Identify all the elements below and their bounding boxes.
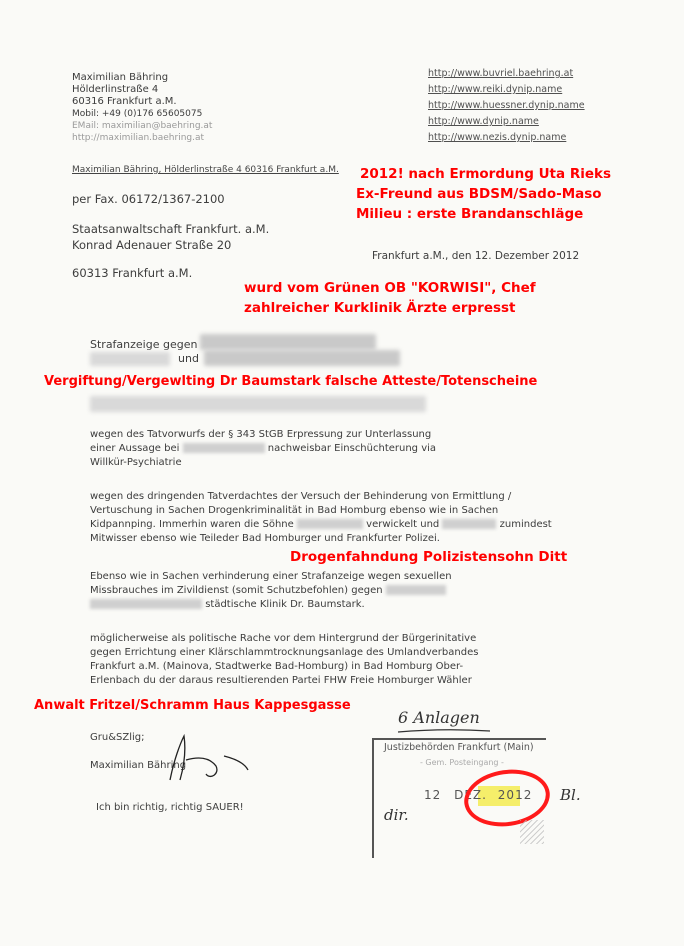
text-fragment: einer Aussage bei (90, 443, 180, 454)
text-line (90, 598, 452, 612)
website-links (428, 66, 585, 146)
signature (150, 730, 260, 790)
annotation-line: wurd vom Grünen OB "KORWISI", Chef (244, 280, 536, 296)
annotation-line: Ex-Freund aus BDSM/Sado-Maso (356, 186, 602, 202)
text-line: wegen des Tatvorwurfs der § 343 StGB Erpressung zur Unterlassung (90, 429, 432, 440)
paragraph-1 (90, 428, 436, 470)
handwritten-initials-right: Bl. (560, 786, 581, 804)
text-line (90, 584, 452, 598)
underline-stroke (396, 728, 492, 734)
paragraph-4 (90, 632, 478, 688)
handwritten-anlagen: 6 Anlagen (398, 708, 480, 727)
closing-ps: Ich bin richtig, richtig SAUER! (96, 802, 244, 813)
text-line: Ebenso wie in Sachen verhinderung einer Strafanzeige wegen sexuellen (90, 571, 452, 582)
text-fragment: nachweisbar Einschüchterung via (267, 443, 437, 454)
redaction-inline (297, 519, 363, 529)
recipient-city: 60313 Frankfurt a.M. (72, 266, 193, 280)
stamp-subtitle: - Gem. Posteingang - (420, 758, 504, 767)
stamp-texture (520, 820, 544, 844)
redaction-block (204, 350, 400, 366)
annotation-5: Anwalt Fritzel/Schramm Haus Kappesgasse (34, 698, 351, 713)
text-line: gegen Errichtung einer Klärschlammtrocknungsanlage des Umlandverbandes (90, 647, 479, 658)
sender-name: Maximilian Bähring (72, 72, 169, 83)
stamp-month: DEZ. (454, 788, 487, 802)
text-line (90, 442, 436, 456)
annotation-3: Vergiftung/Vergewlting Dr Baumstark falsche Atteste/Totenscheine (44, 374, 538, 389)
text-line: möglicherweise als politische Rache vor dem Hintergrund der Bürgerinitative (90, 633, 477, 644)
text-line (90, 518, 552, 532)
closing-name: Maximilian Bähring (90, 760, 187, 771)
stamp-year: 2012 (497, 788, 533, 802)
stamp-day: 12 (424, 788, 442, 802)
recipient-org: Staatsanwaltschaft Frankfurt. a.M. (72, 222, 270, 236)
text-fragment: verwickelt und (366, 519, 440, 530)
text-line: Frankfurt a.M. (Mainova, Stadtwerke Bad-Homburg) in Bad Homburg Ober- (90, 661, 464, 672)
link-item: http://www.huessner.dynip.name (428, 100, 585, 111)
text-fragment: Missbrauches im Zivildienst (somit Schutzbefohlen) gegen (90, 585, 383, 596)
letter-date: Frankfurt a.M., den 12. Dezember 2012 (372, 250, 580, 262)
link-item: http://www.buvriel.baehring.at (428, 68, 574, 79)
closing-greeting: Gru&SZlig; (90, 732, 145, 743)
handwritten-initials-left: dir. (384, 806, 409, 824)
text-line: Willkür-Psychiatrie (90, 457, 182, 468)
redaction-inline (442, 519, 496, 529)
fax-number: per Fax. 06172/1367-2100 (72, 192, 225, 206)
return-address: Maximilian Bähring, Hölderlinstraße 4 60316 Frankfurt a.M. (72, 165, 339, 175)
text-fragment: zumindest (499, 519, 552, 530)
sender-block (72, 72, 212, 144)
subject-line-2: und (178, 352, 199, 365)
link-item: http://www.reiki.dynip.name (428, 84, 563, 95)
redaction-block (90, 396, 426, 412)
redaction-inline (90, 599, 202, 609)
text-line: Mitwisser ebenso wie Teileder Bad Homburger und Frankfurter Polizei. (90, 533, 440, 544)
subject-line-1: Strafanzeige gegen (90, 338, 198, 351)
annotation-2 (244, 278, 536, 318)
text-fragment: städtische Klinik Dr. Baumstark. (205, 599, 365, 610)
sender-city: 60316 Frankfurt a.M. (72, 96, 177, 107)
sender-mobile: Mobil: +49 (0)176 65605075 (72, 109, 203, 119)
sender-email: EMail: maximilian@baehring.at (72, 121, 213, 131)
recipient-street: Konrad Adenauer Straße 20 (72, 238, 232, 252)
link-item: http://www.dynip.name (428, 116, 539, 127)
paragraph-3 (90, 570, 452, 612)
annotation-1 (356, 164, 611, 224)
redaction-block (200, 334, 376, 350)
text-line: Erlenbach du der daraus resultierenden Partei FHW Freie Homburger Wähler (90, 675, 472, 686)
annotation-line: 2012! nach Ermordung Uta Rieks (360, 166, 612, 182)
annotation-line: zahlreicher Kurklinik Ärzte erpresst (244, 300, 516, 316)
stamp-title: Justizbehörden Frankfurt (Main) (384, 742, 534, 753)
text-line: wegen des dringenden Tatverdachtes der Versuch der Behinderung von Ermittlung / (90, 491, 512, 502)
text-line: Vertuschung in Sachen Drogenkriminalität in Bad Homburg ebenso wie in Sachen (90, 505, 499, 516)
link-item: http://www.nezis.dynip.name (428, 132, 567, 143)
sender-street: Hölderlinstraße 4 (72, 84, 159, 95)
sender-web: http://maximilian.baehring.at (72, 133, 205, 143)
redaction-inline (183, 443, 265, 453)
annotation-line: Milieu : erste Brandanschläge (356, 206, 584, 222)
redaction-block (90, 352, 170, 366)
paragraph-2 (90, 490, 552, 546)
annotation-4: Drogenfahndung Polizistensohn Ditt (290, 549, 568, 565)
redaction-inline (386, 585, 446, 595)
text-fragment: Kidpannping. Immerhin waren die Söhne (90, 519, 294, 530)
